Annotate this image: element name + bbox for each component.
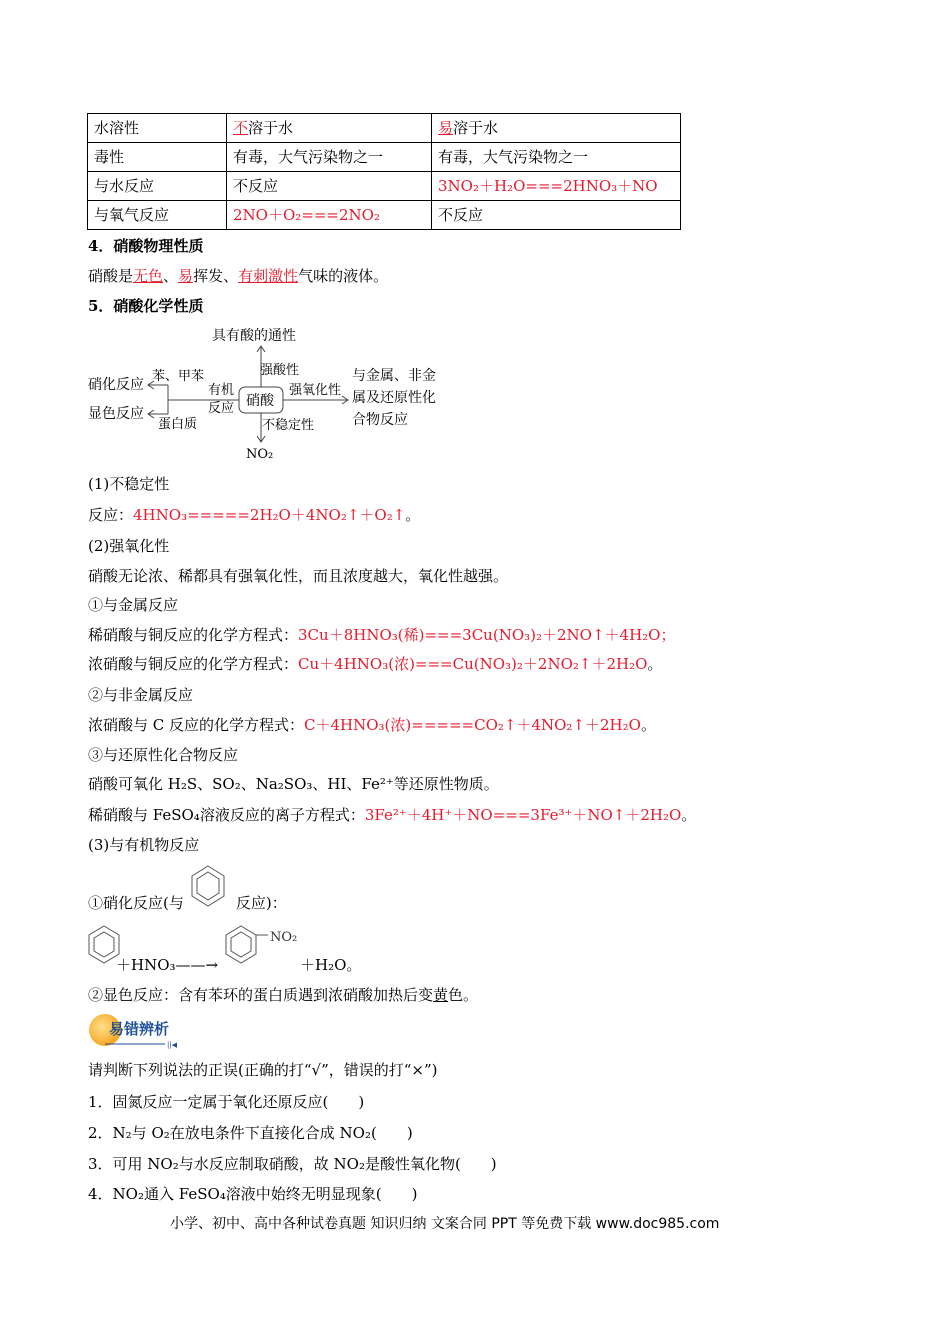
section-heading: 4．硝酸物理性质: [88, 237, 204, 255]
subheading: (1)不稳定性: [88, 475, 170, 493]
svg-text:||◀: ||◀: [167, 1041, 177, 1049]
nitric-acid-diagram: [86, 322, 456, 467]
table-cell: 毒性: [88, 143, 227, 172]
diagram-organic-2: 反应: [208, 401, 235, 416]
table-cell: 有毒，大气污染物之一: [227, 143, 432, 172]
page-footer: 小学、初中、高中各种试卷真题 知识归纳 文案合同 PPT 等免费下载 www.doc985.com: [170, 1216, 720, 1232]
error-analysis-badge: [87, 1012, 177, 1050]
equation: 3Cu＋8HNO₃(稀)===3Cu(NO₃)₂＋2NO↑＋4H₂O；: [298, 626, 676, 644]
diagram-right-3: 合物反应: [352, 412, 408, 428]
nitro-group-label: NO₂: [270, 930, 298, 945]
table-cell: 不反应: [227, 172, 432, 201]
paragraph: [88, 654, 662, 674]
paragraph: [88, 985, 478, 1005]
paragraph: [88, 505, 420, 525]
table-cell: 有毒，大气污染物之一: [432, 143, 681, 172]
text: 色。: [448, 986, 479, 1004]
diagram-top-label: 具有酸的通性: [212, 328, 296, 344]
properties-table: [87, 113, 681, 230]
paragraph: [88, 266, 388, 286]
paragraph: [88, 715, 656, 735]
text: ①硝化反应(与: [88, 894, 184, 912]
table-row: [88, 114, 681, 143]
diagram-strong-acid: 强酸性: [260, 363, 300, 378]
equation: 3Fe²⁺＋4H⁺＋NO===3Fe³⁺＋NO↑＋2H₂O: [364, 806, 682, 824]
text: 浓硝酸与铜反应的化学方程式：: [88, 655, 299, 673]
table-cell: 2NO＋O₂===2NO₂: [227, 201, 432, 230]
text: 浓硝酸与 C 反应的化学方程式：: [88, 716, 305, 734]
text: 。: [640, 716, 656, 734]
subheading: ②与非金属反应: [88, 686, 194, 704]
answer-text: 无色: [133, 267, 164, 285]
answer-text: 有刺激性: [238, 267, 299, 285]
equation: 4HNO₃=====2H₂O＋4NO₂↑＋O₂↑: [133, 506, 406, 524]
benzene-ring-icon: [188, 862, 228, 914]
table-cell: 水溶性: [88, 114, 227, 143]
text: 硝酸是: [88, 267, 134, 285]
table-cell: 3NO₂＋H₂O===2HNO₃＋NO: [432, 172, 681, 201]
diagram-color-reaction: 显色反应: [88, 406, 144, 422]
subheading: (3)与有机物反应: [88, 836, 200, 854]
table-cell: 不反应: [432, 201, 681, 230]
table-row: [88, 143, 681, 172]
subheading: (2)强氧化性: [88, 537, 170, 555]
text: 反应：: [88, 506, 134, 524]
table-row: [88, 172, 681, 201]
text: 气味的液体。: [298, 267, 389, 285]
answer-text: 易: [438, 119, 454, 137]
quiz-item: 1．固氮反应一定属于氧化还原反应( ): [88, 1093, 365, 1111]
section-heading: 5．硝酸化学性质: [88, 297, 204, 315]
subheading: ①与金属反应: [88, 596, 179, 614]
diagram-center-label: 硝酸: [246, 393, 274, 409]
equation: C＋4HNO₃(浓)=====CO₂↑＋4NO₂↑＋2H₂O: [304, 716, 641, 734]
cell-text: 溶于水: [453, 119, 499, 137]
diagram-benzene: 苯、甲苯: [152, 369, 205, 384]
reaction-text: ＋HNO₃——→: [116, 956, 219, 974]
quiz-item: 3．可用 NO₂与水反应制取硝酸，故 NO₂是酸性氧化物( ): [88, 1155, 497, 1173]
diagram-organic-1: 有机: [208, 383, 235, 398]
text: 挥发、: [193, 267, 239, 285]
diagram-right-2: 属及还原性化: [352, 390, 436, 406]
paragraph: 硝酸无论浓、稀都具有强氧化性，而且浓度越大，氧化性越强。: [88, 567, 509, 585]
diagram-nitration: 硝化反应: [88, 377, 144, 393]
text: 反应)：: [235, 894, 287, 912]
badge-label: 易错辨析: [109, 1020, 170, 1038]
table-cell: [432, 114, 681, 143]
diagram-bottom: NO₂: [246, 447, 274, 462]
answer-text: 不: [233, 119, 249, 137]
diagram-protein: 蛋白质: [158, 417, 198, 432]
table-cell: 与水反应: [88, 172, 227, 201]
text: 。: [647, 655, 663, 673]
answer-text: 黄: [433, 986, 449, 1004]
diagram-unstable: 不稳定性: [262, 418, 315, 433]
quiz-item: 4．NO₂通入 FeSO₄溶液中始终无明显现象( ): [88, 1185, 418, 1203]
paragraph: [88, 805, 696, 825]
text: ②显色反应：含有苯环的蛋白质遇到浓硝酸加热后变: [88, 986, 434, 1004]
text: 稀硝酸与铜反应的化学方程式：: [88, 626, 299, 644]
table-cell: 与氧气反应: [88, 201, 227, 230]
paragraph: 硝酸可氧化 H₂S、SO₂、Na₂SO₃、HI、Fe²⁺等还原性物质。: [88, 775, 499, 793]
paragraph: [88, 625, 675, 645]
quiz-item: 2．N₂与 O₂在放电条件下直接化合成 NO₂( ): [88, 1124, 413, 1142]
cell-text: 溶于水: [248, 119, 294, 137]
text: 稀硝酸与 FeSO₄溶液反应的离子方程式：: [88, 806, 365, 824]
table-cell: [227, 114, 432, 143]
text: 。: [405, 506, 421, 524]
reaction-text: ＋H₂O。: [300, 956, 362, 974]
diagram-oxidizing: 强氧化性: [289, 383, 342, 398]
text: 。: [681, 806, 697, 824]
text: 、: [163, 267, 179, 285]
equation: Cu＋4HNO₃(浓)===Cu(NO₃)₂＋2NO₂↑＋2H₂O: [298, 655, 648, 673]
diagram-right-1: 与金属、非金: [352, 368, 436, 384]
subheading: ③与还原性化合物反应: [88, 746, 239, 764]
table-row: [88, 201, 681, 230]
quiz-intro: 请判断下列说法的正误(正确的打“√”，错误的打“×”): [88, 1061, 438, 1079]
answer-text: 易: [178, 267, 194, 285]
